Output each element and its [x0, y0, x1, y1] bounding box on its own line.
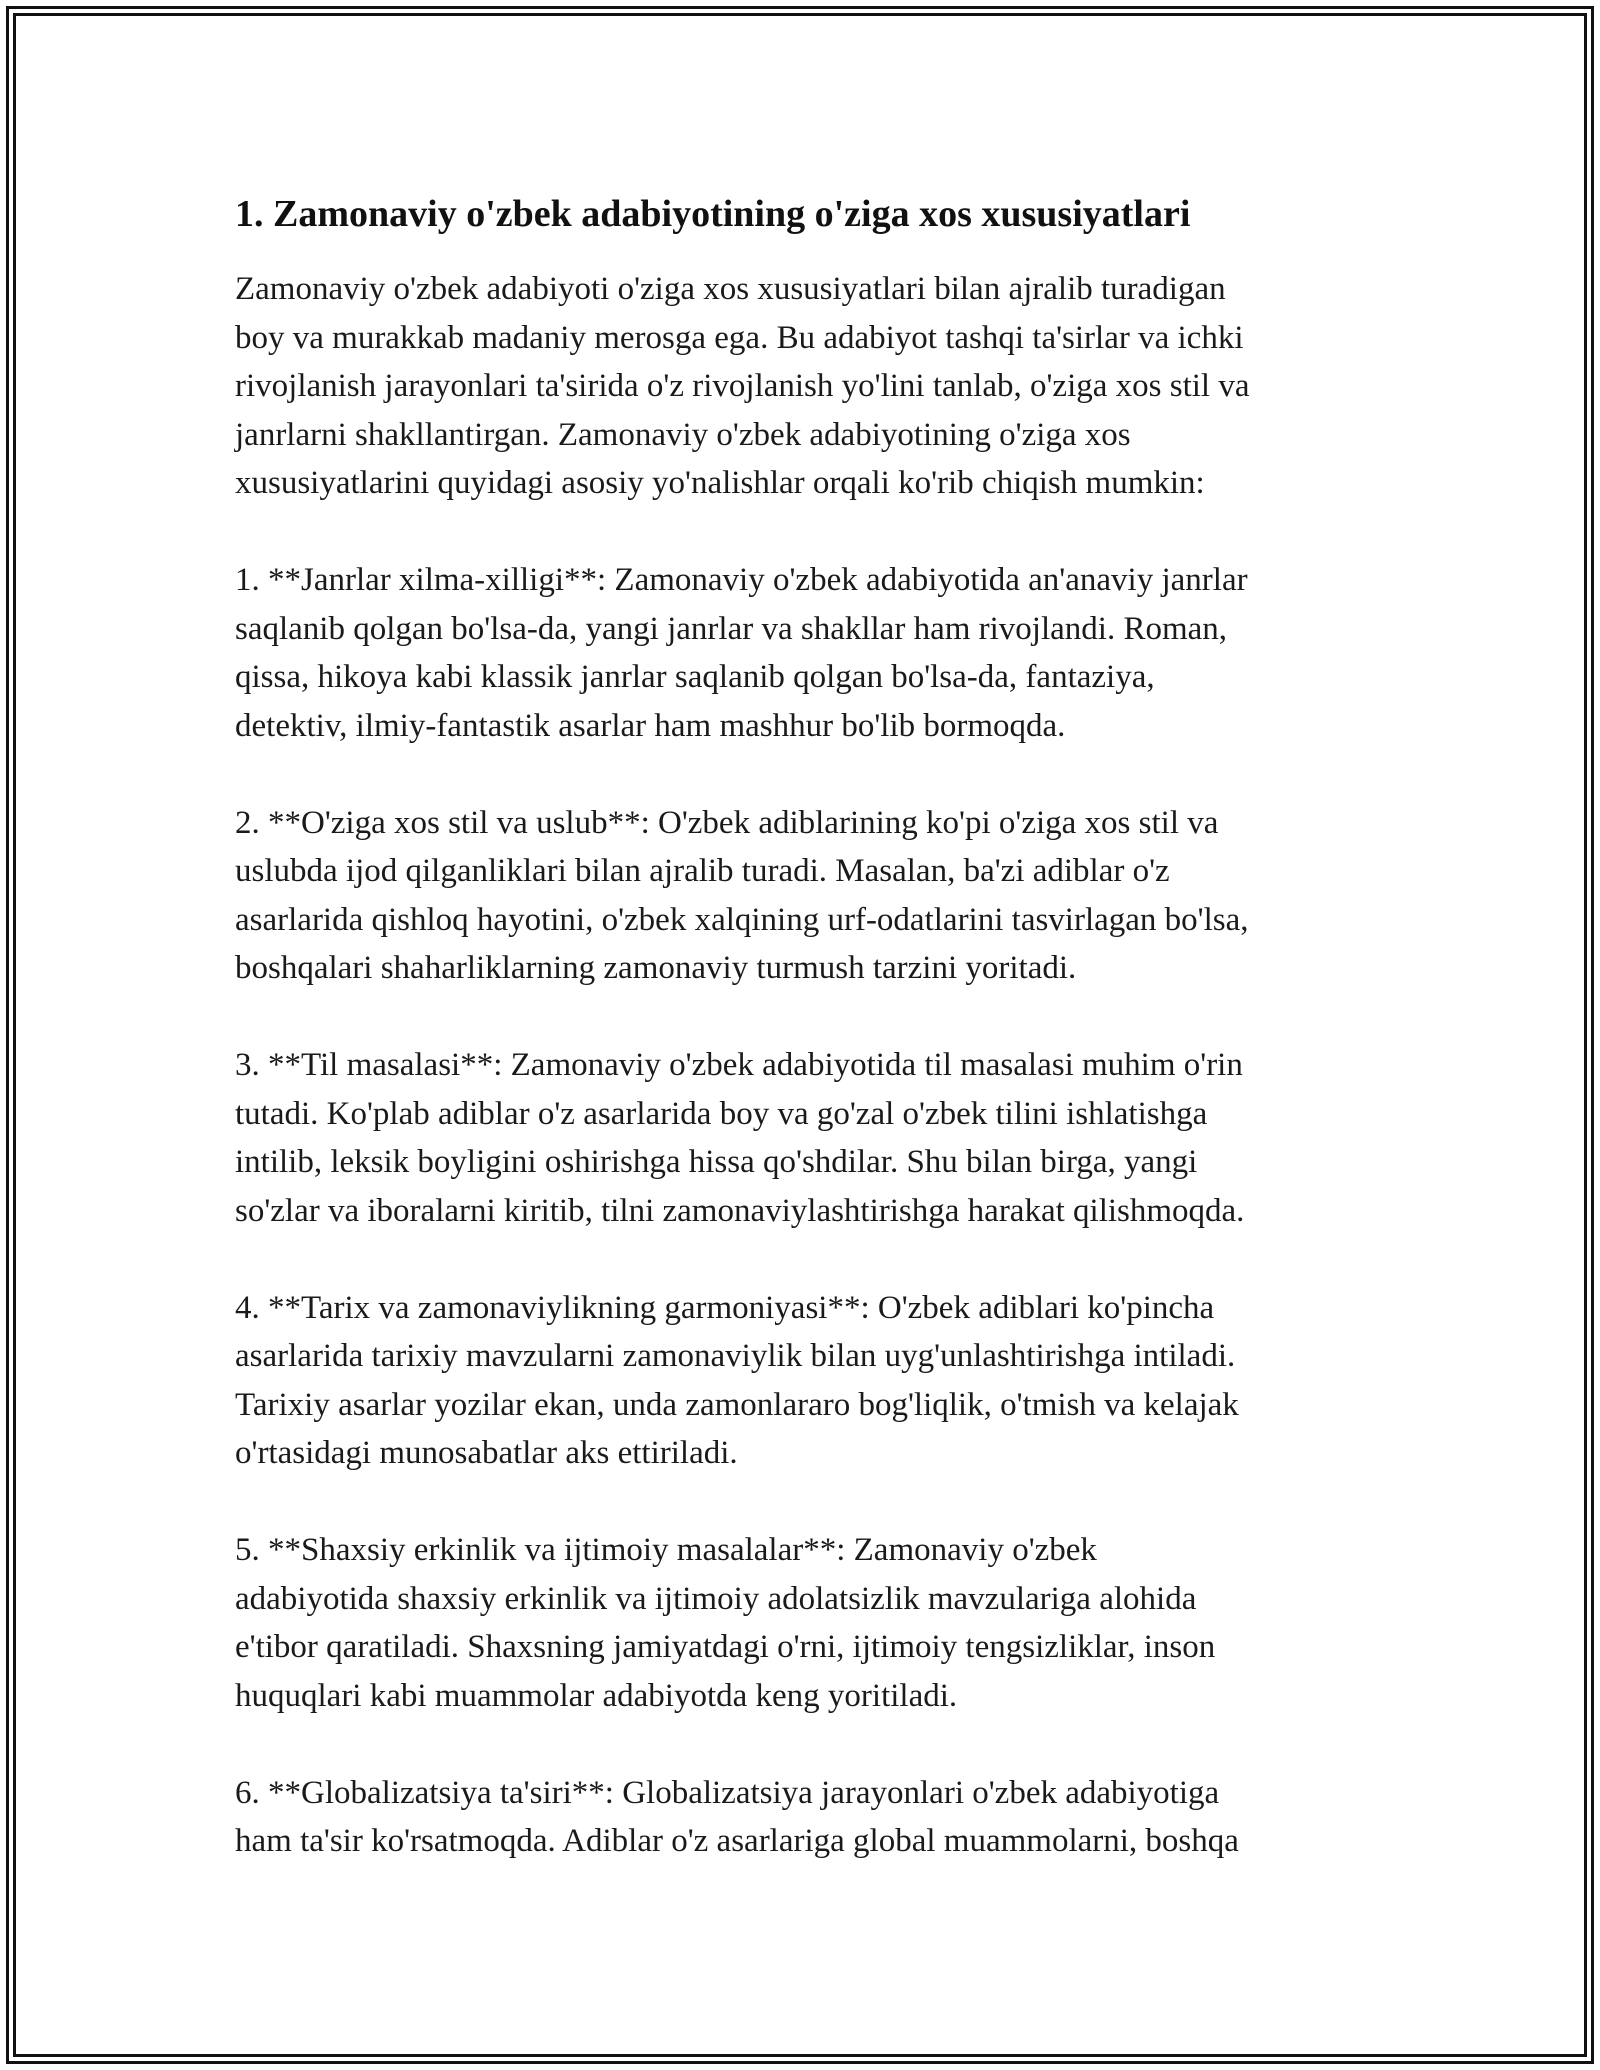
intro-paragraph: Zamonaviy o'zbek adabiyoti o'ziga xos xususiyatlari bilan ajralib turadigan boy va murakkab madaniy merosga ega. Bu adabiyot tashqi ta'sirlar va ichki rivojlanish jarayonlari ta'sirida o'z rivojlanish yo'lini tanlab, o'ziga xos stil va janrlarni shakllantirgan. Zamonaviy o'zbek adabiyotining o'ziga xos xususiyatlarini quyidagi asosiy yo'nalishlar orqali ko'rib chiqish mumkin:: [235, 271, 1250, 501]
list-item-freedom: 5. **Shaxsiy erkinlik va ijtimoiy masalalar**: Zamonaviy o'zbek adabiyotida shaxsiy erkinlik va ijtimoiy adolatsizlik mavzulariga alohida e'tibor qaratiladi. Shaxsning jamiyatdagi o'rni, ijtimoiy tengsizliklar, inson huquqlari kabi muammolar adabiyotda keng yoritiladi.: [235, 1532, 1216, 1714]
list-item-genres: 1. **Janrlar xilma-xilligi**: Zamonaviy o'zbek adabiyotida an'anaviy janrlar saqlanib qolgan bo'lsa-da, yangi janrlar va shakllar ham rivojlandi. Roman, qissa, hikoya kabi klassik janrlar saqlanib qolgan bo'lsa-da, fantaziya, detektiv, ilmiy-fantastik asarlar ham mashhur bo'lib bormoqda.: [235, 562, 1248, 744]
list-item-language: 3. **Til masalasi**: Zamonaviy o'zbek adabiyotida til masalasi muhim o'rin tutadi. Ko'plab adiblar o'z asarlarida boy va go'zal o'zbek tilini ishlatishga intilib, leksik boyligini oshirishga hissa qo'shdilar. Shu bilan birga, yangi so'zlar va iboralarni kiritib, tilni zamonaviylashtirishga harakat qilishmoqda.: [235, 1047, 1245, 1229]
section-heading: 1. Zamonaviy o'zbek adabiyotining o'ziga xos xususiyatlari: [235, 193, 1191, 235]
document-body: [235, 185, 1375, 1866]
list-item-globalization: 6. **Globalizatsiya ta'siri**: Globalizatsiya jarayonlari o'zbek adabiyotiga ham ta'sir ko'rsatmoqda. Adiblar o'z asarlariga global muammolarni, boshqa: [235, 1774, 1239, 1859]
list-item-style: 2. **O'ziga xos stil va uslub**: O'zbek adiblarining ko'pi o'ziga xos stil va uslubda ijod qilganliklari bilan ajralib turadi. Masalan, ba'zi adiblar o'z asarlarida qishloq hayotini, o'zbek xalqining urf-odatlarini tasvirlagan bo'lsa, boshqalari shaharliklarning zamonaviy turmush tarzini yoritadi.: [235, 804, 1249, 986]
list-item-history: 4. **Tarix va zamonaviylikning garmoniyasi**: O'zbek adiblari ko'pincha asarlarida tarixiy mavzularni zamonaviylik bilan uyg'unlashtirishga intiladi. Tarixiy asarlar yozilar ekan, unda zamonlararo bog'liqlik, o'tmish va kelajak o'rtasidagi munosabatlar aks ettiriladi.: [235, 1289, 1239, 1471]
